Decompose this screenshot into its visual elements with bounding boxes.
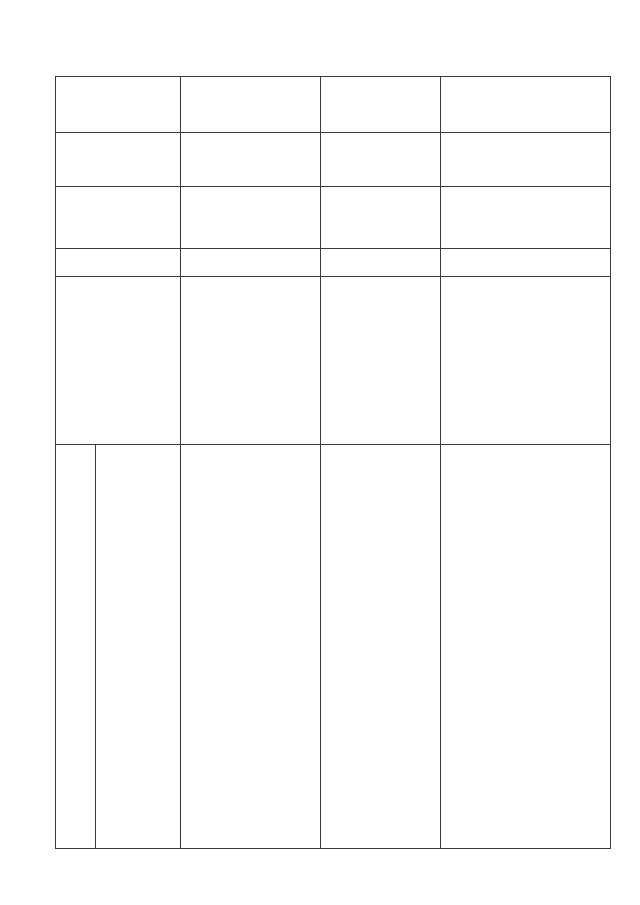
column-border (440, 76, 441, 849)
column-border (320, 76, 321, 849)
row-number-cell (182, 820, 200, 846)
row-separator (55, 444, 611, 445)
row-reference-cell (97, 279, 177, 443)
table-border-bottom (55, 848, 611, 849)
row-separator (55, 186, 611, 187)
row-question-cell (442, 448, 608, 820)
row-number-cell (442, 820, 460, 846)
row-separator (55, 132, 611, 133)
row-reference-cell (322, 279, 438, 443)
row-question-cell (182, 448, 318, 820)
row-separator (55, 248, 611, 249)
page-number-cell (22, 440, 40, 466)
row-question-cell (322, 448, 438, 820)
column-border (95, 444, 96, 849)
row-reference-cell (442, 279, 608, 443)
table-border-left (55, 76, 56, 849)
column-border (180, 76, 181, 849)
table-border-top (55, 76, 611, 77)
row-reference-cell (182, 279, 318, 443)
row-number-cell (97, 820, 115, 846)
row-separator (55, 276, 611, 277)
row-question-cell (97, 448, 177, 820)
row-number-cell (322, 820, 340, 846)
row-reference-cell (58, 279, 96, 443)
table-border-right (610, 76, 611, 849)
